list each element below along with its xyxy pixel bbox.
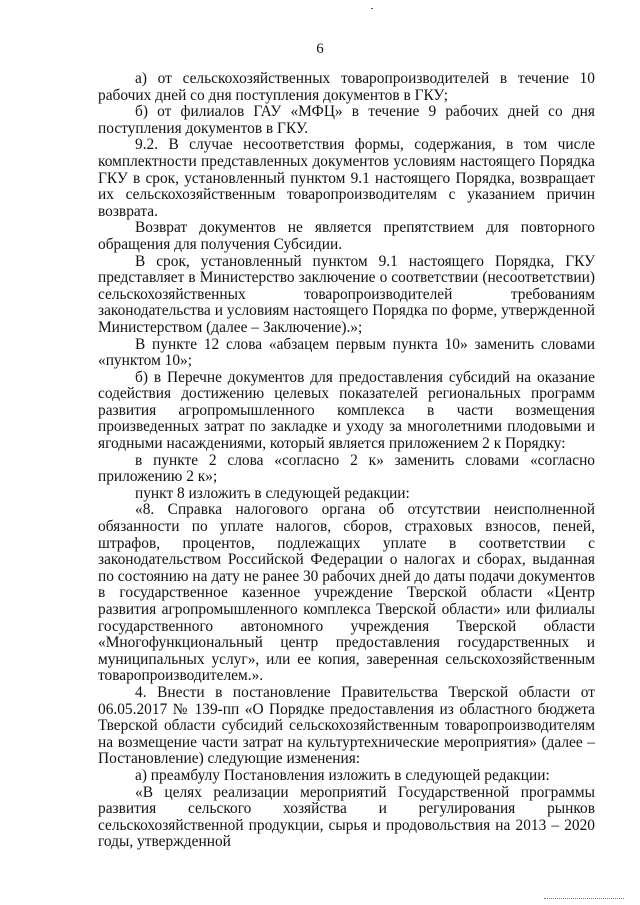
paragraph: «8. Справка налогового органа об отсутствии неисполненной обязанности по уплате налогов, сборов, страховых взносов, пеней, штрафов, процентов, подлежащих уплате в соответствии с законодательством Российской Федерации о налогах и сборах, выданная по состоянию на дату не ранее 30 рабочих дней до даты подачи документов в государственное казенное учреждение Тверской области «Центр развития агропромышленного комплекса Тверской области» или филиалы государственного автономного учреждения Тверской области «Многофункциональный центр предоставления государственных и муниципальных услуг», или ее копия, заверенная сельскохозяйственным товаропроизводителем.». (98, 501, 595, 685)
page-number: 6 (316, 41, 324, 57)
paragraph: Возврат документов не является препятствием для повторного обращения для получения Субсидии. (98, 219, 595, 253)
paragraph: В срок, установленный пунктом 9.1 настоящего Порядка, ГКУ представляет в Министерство заключение о соответствии (несоответствии) сельскохозяйственных товаропроизводителей требованиям законодательства и условиям настоящего Порядка по форме, утвержденной Министерством (далее – Заключение).»; (98, 252, 595, 336)
paragraph: пункт 8 изложить в следующей редакции: (135, 484, 410, 502)
paragraph: «В целях реализации мероприятий Государственной программы развития сельского хозяйства и регулирования рынков сельскохозяйственной продукции, сырья и продовольствия на 2013 – 2020 годы, утвержденной (98, 783, 595, 851)
paragraph: б) от филиалов ГАУ «МФЦ» в течение 9 рабочих дней со дня поступления документов в ГКУ. (98, 103, 595, 137)
paragraph: 9.2. В случае несоответствия формы, содержания, в том числе комплектности представленных документов условиям настоящего Порядка ГКУ в срок, установленный пунктом 9.1 настоящего Порядка, возвращает их сельскохозяйственным товаропроизводителям с указанием причин возврата. (98, 136, 595, 220)
paragraph: В пункте 12 слова «абзацем первым пункта 10» заменить словами «пунктом 10»; (98, 335, 595, 370)
paragraph: 4. Внести в постановление Правительства Тверской области от 06.05.2017 № 139-пп «О Порядке предоставления из областного бюджета Тверской области субсидий сельскохозяйственным товаропроизводителям на возмещение части затрат на культуртехнические мероприятия» (далее – Постановление) следующие изменения: (98, 683, 595, 768)
scan-edge-marks (544, 896, 624, 899)
paragraph: б) в Перечне документов для предоставления субсидий на оказание содействия достижению целевых показателей региональных программ развития агропромышленного комплекса в части возмещения произведенных затрат по закладке и уходу за многолетними плодовыми и ягодными насаждениями, который является приложением 2 к Порядку: (98, 368, 595, 453)
paragraph: а) преамбулу Постановления изложить в следующей редакции: (135, 766, 550, 784)
scan-speck (371, 8, 373, 9)
paragraph: а) от сельскохозяйственных товаропроизводителей в течение 10 рабочих дней со дня поступления документов в ГКУ; (98, 70, 595, 104)
paragraph: в пункте 2 слова «согласно 2 к» заменить словами «согласно приложению 2 к»; (98, 451, 595, 486)
document-body (98, 71, 595, 851)
